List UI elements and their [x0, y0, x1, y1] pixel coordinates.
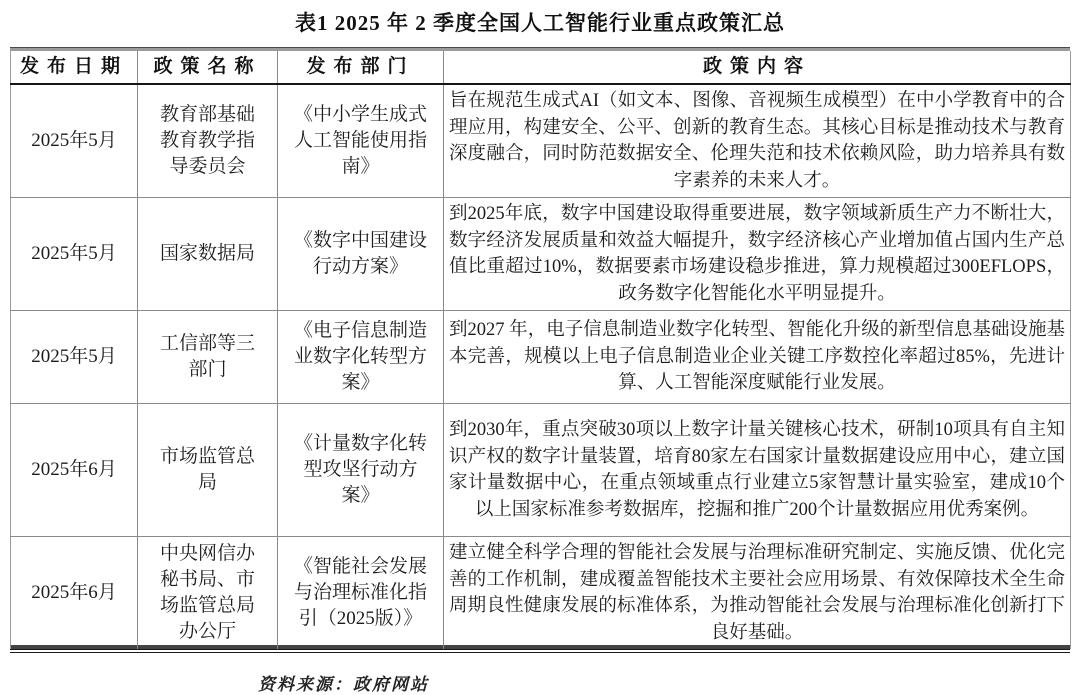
table-row	[11, 404, 1071, 537]
table-title: 表1 2025 年 2 季度全国人工智能行业重点政策汇总	[295, 11, 785, 35]
cell-policy-content: 旨在规范生成式AI（如文本、图像、音视频生成模型）在中小学教育中的合理应用，构建安全、公平、创新的教育生态。其核心目标是推动技术与教育深度融合，同时防范数据安全、伦理失范和技术依赖风险，助力培养具有数字素养的未来人才。	[444, 84, 1071, 198]
cell-policy-name: 国家数据局	[138, 198, 278, 311]
cell-publish-dept: 《电子信息制造业数字化转型方案》	[278, 311, 444, 404]
cell-policy-name: 教育部基础教育教学指导委员会	[138, 84, 278, 198]
cell-policy-content: 到2030年，重点突破30项以上数字计量关键核心技术，研制10项具有自主知识产权的数字计量装置，培育80家左右国家计量数据建设应用中心，建立国家计量数据中心，在重点领域重点行业建立5家智慧计量实验室，建成10个以上国家标准参考数据库，挖掘和推广200个计量数据应用优秀案例。	[444, 404, 1071, 537]
policy-table	[10, 51, 1071, 649]
document-page	[0, 7, 1080, 694]
cell-date: 2025年6月	[11, 537, 138, 650]
table-header-row	[11, 51, 1071, 84]
cell-publish-dept: 《智能社会发展与治理标准化指引（2025版）》	[278, 537, 444, 650]
cell-date: 2025年5月	[11, 311, 138, 404]
policy-table-container	[10, 48, 1070, 653]
table-row	[11, 311, 1071, 404]
header-publish-date: 发布日期	[11, 51, 138, 84]
cell-date: 2025年5月	[11, 84, 138, 198]
table-row	[11, 537, 1071, 650]
header-policy-content: 政策内容	[444, 51, 1071, 84]
cell-publish-dept: 《计量数字化转型攻坚行动方案》	[278, 404, 444, 537]
cell-policy-name: 工信部等三部门	[138, 311, 278, 404]
cell-date: 2025年5月	[11, 198, 138, 311]
cell-policy-name: 中央网信办秘书局、市场监管总局办公厅	[138, 537, 278, 650]
cell-publish-dept: 《中小学生成式人工智能使用指南》	[278, 84, 444, 198]
cell-date: 2025年6月	[11, 404, 138, 537]
cell-policy-content: 建立健全科学合理的智能社会发展与治理标准研究制定、实施反馈、优化完善的工作机制，建成覆盖智能技术主要社会应用场景、有效保障技术全生命周期良性健康发展的标准体系，为推动智能社会发展与治理标准化创新打下良好基础。	[444, 537, 1071, 650]
cell-policy-content: 到2025年底，数字中国建设取得重要进展，数字领域新质生产力不断壮大，数字经济发展质量和效益大幅提升，数字经济核心产业增加值占国内生产总值比重超过10%，数据要素市场建设稳步推进，算力规模超过300EFLOPS，政务数字化智能化水平明显提升。	[444, 198, 1071, 311]
cell-publish-dept: 《数字中国建设行动方案》	[278, 198, 444, 311]
cell-policy-name: 市场监管总局	[138, 404, 278, 537]
header-policy-name: 政策名称	[138, 51, 278, 84]
header-publish-dept: 发布部门	[278, 51, 444, 84]
data-source-note: 资料来源：政府网站	[258, 675, 429, 694]
table-row	[11, 84, 1071, 198]
cell-policy-content: 到2027 年，电子信息制造业数字化转型、智能化升级的新型信息基础设施基本完善，规模以上电子信息制造业企业关键工序数控化率超过85%，先进计算、人工智能深度赋能行业发展。	[444, 311, 1071, 404]
table-row	[11, 198, 1071, 311]
